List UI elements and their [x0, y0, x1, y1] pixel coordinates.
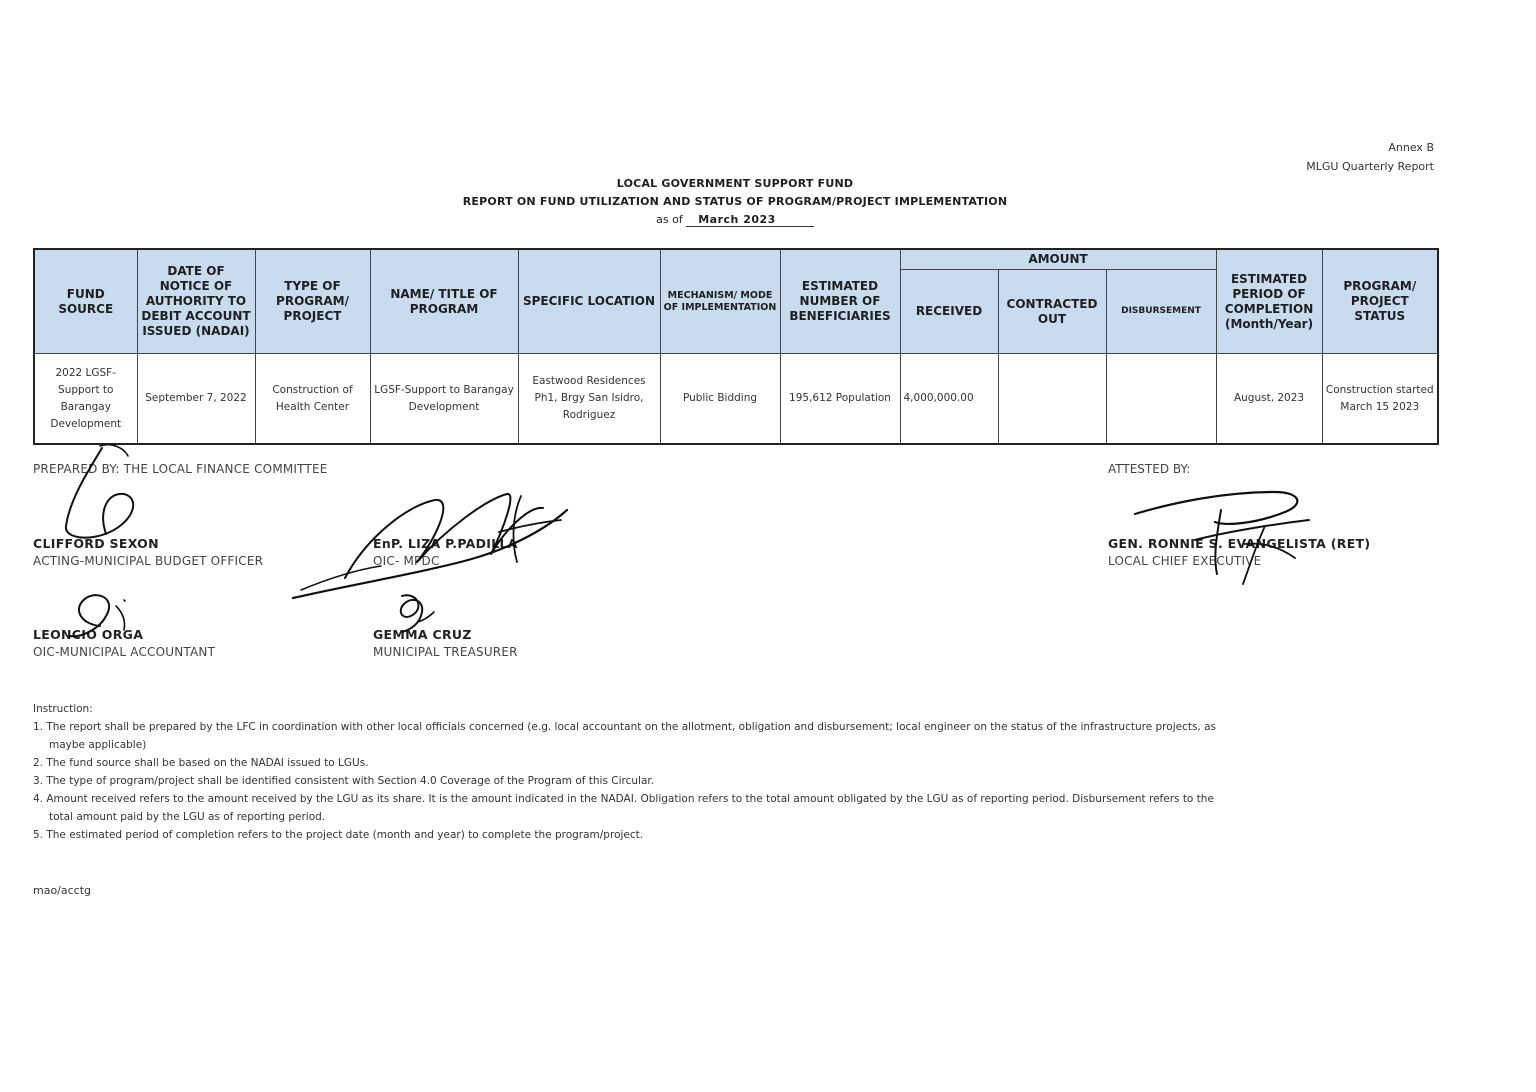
cell-location: Eastwood Residences Ph1, Brgy San Isidro, Rodriguez [518, 354, 660, 445]
signatory-position: OIC-MUNICIPAL ACCOUNTANT [33, 645, 216, 659]
header-contracted: CONTRACTED OUT [998, 270, 1106, 354]
as-of-line [0, 213, 1470, 227]
header-beneficiaries: ESTIMATED NUMBER OF BENEFICIARIES [780, 249, 900, 354]
signatory-name: LEONCIO ORGA [33, 627, 144, 642]
attested-by-label: ATTESTED BY: [1108, 462, 1191, 476]
signature-mark [40, 438, 170, 548]
cell-beneficiaries: 195,612 Population [780, 354, 900, 445]
header-completion: ESTIMATED PERIOD OF COMPLETION (Month/Year) [1216, 249, 1322, 354]
cell-disbursement [1106, 354, 1216, 445]
as-of-label: as of [656, 213, 683, 226]
header-type: TYPE OF PROGRAM/ PROJECT [255, 249, 370, 354]
header-status: PROGRAM/ PROJECT STATUS [1322, 249, 1438, 354]
cell-date-nadai: September 7, 2022 [137, 354, 255, 445]
footer-note: mao/acctg [33, 884, 92, 897]
cell-mechanism: Public Bidding [660, 354, 780, 445]
header-date-nadai: DATE OF NOTICE OF AUTHORITY TO DEBIT ACCOUNT ISSUED (NADAI) [137, 249, 255, 354]
instruction-item: 1. The report shall be prepared by the LFC in coordination with other local officials concerned (e.g. local accountant on the allotment, obligation and disbursement; local engineer on the status of the infrastructure projects, as maybe applicable) [33, 721, 1217, 751]
header-name: NAME/ TITLE OF PROGRAM [370, 249, 518, 354]
cell-fund-source: 2022 LGSF-Support to Barangay Development [34, 354, 137, 445]
signatory-position: ACTING-MUNICIPAL BUDGET OFFICER [33, 554, 264, 568]
instruction-item: 2. The fund source shall be based on the NADAI issued to LGUs. [33, 757, 369, 769]
report-subtitle: REPORT ON FUND UTILIZATION AND STATUS OF PROGRAM/PROJECT IMPLEMENTATION [462, 195, 1008, 208]
signature-mark [60, 586, 150, 646]
signatory-name: GEMMA CRUZ [373, 627, 472, 642]
signature-mark [388, 588, 438, 638]
cell-contracted [998, 354, 1106, 445]
header-amount: AMOUNT [900, 249, 1216, 270]
prepared-by-label: PREPARED BY: THE LOCAL FINANCE COMMITTEE [33, 462, 328, 476]
instruction-item: 4. Amount received refers to the amount received by the LGU as its share. It is the amount indicated in the NADAI. Obligation refers to the total amount obligated by the LGU as of reporting period. Disbursement refers to the total amount paid by the LGU as of reporting period. [33, 793, 1214, 823]
report-title: LOCAL GOVERNMENT SUPPORT FUND [616, 177, 854, 190]
cell-received: 4,000,000.00 [900, 354, 998, 445]
cell-name: LGSF-Support to Barangay Development [370, 354, 518, 445]
fund-utilization-table [33, 248, 1439, 445]
instructions-title: Instruction: [33, 703, 93, 715]
cell-status: Construction started March 15 2023 [1322, 354, 1438, 445]
signature-mark [1125, 484, 1325, 594]
signatory-position: MUNICIPAL TREASURER [373, 645, 518, 659]
header-fund-source: FUND SOURCE [34, 249, 137, 354]
annex-label: Annex B [1388, 141, 1434, 154]
instruction-item: 5. The estimated period of completion refers to the project date (month and year) to complete the program/project. [33, 829, 644, 841]
cell-type: Construction of Health Center [255, 354, 370, 445]
signatory-name: GEN. RONNIE S. EVANGELISTA (RET) [1108, 536, 1371, 551]
header-disbursement: DISBURSEMENT [1106, 270, 1216, 354]
header-location: SPECIFIC LOCATION [518, 249, 660, 354]
instructions-list [33, 718, 1233, 844]
signatory-position: LOCAL CHIEF EXECUTIVE [1108, 554, 1262, 568]
table-row [34, 354, 1438, 445]
signatory-name: CLIFFORD SEXON [33, 536, 159, 551]
report-type-label: MLGU Quarterly Report [1306, 160, 1434, 173]
header-received: RECEIVED [900, 270, 998, 354]
header-mechanism: MECHANISM/ MODE OF IMPLEMENTATION [660, 249, 780, 354]
annex-block [1306, 138, 1434, 176]
signatory-name: EnP. LIZA P.PADILLA [373, 536, 518, 551]
cell-completion: August, 2023 [1216, 354, 1322, 445]
as-of-date: March 2023 [686, 213, 814, 227]
instruction-item: 3. The type of program/project shall be identified consistent with Section 4.0 Coverage of the Program of this Circular. [33, 775, 655, 787]
signatory-position: OIC- MPDC [373, 554, 440, 568]
